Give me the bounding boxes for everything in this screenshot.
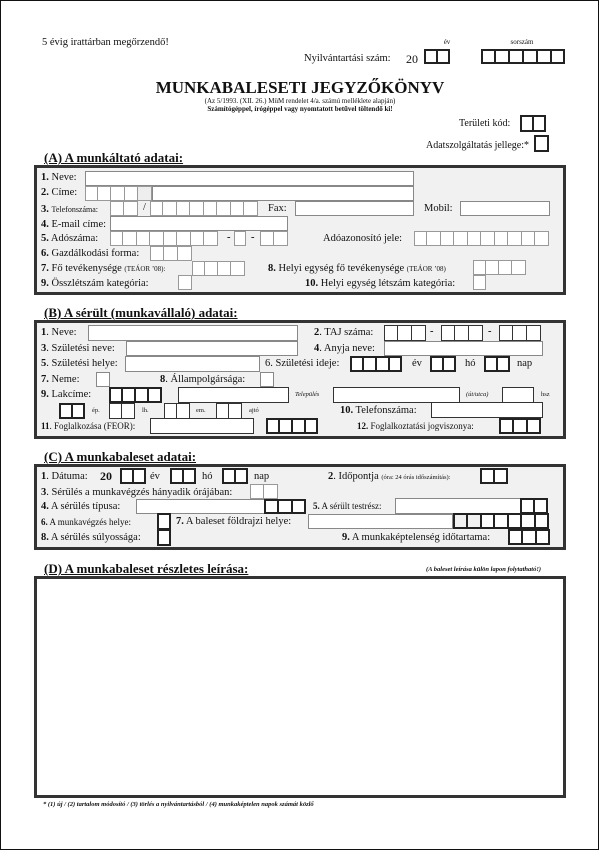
area-code-label: Területi kód: xyxy=(459,118,511,129)
injured-employment-boxes[interactable] xyxy=(499,418,541,434)
section-d-note: (A baleset leírása külön lapon folytatható!) xyxy=(426,566,542,573)
b-day-label: nap xyxy=(517,358,533,369)
c-location-label: A baleset földrajzi helye: xyxy=(183,516,292,527)
a-neve-label: Neve: xyxy=(51,172,77,183)
b-name-label: . Neve: xyxy=(46,327,77,338)
section-c-title: (C) A munkabaleset adatai: xyxy=(44,449,197,464)
employer-taxid-boxes[interactable] xyxy=(414,231,549,246)
injured-floor-boxes[interactable] xyxy=(164,403,190,419)
c-bodypart-label: A sérült testrész: xyxy=(319,501,382,511)
a-headcount-label: Összlétszám kategória: xyxy=(51,278,149,289)
b-mothername-label: . Anyja neve: xyxy=(319,343,375,354)
b-f3-num: 3 xyxy=(41,343,47,354)
c-day-label: nap xyxy=(254,471,270,482)
b-taj-dash-2: - xyxy=(488,326,492,337)
injured-zip-boxes[interactable] xyxy=(109,387,162,403)
injured-phone-input[interactable] xyxy=(431,402,543,418)
registry-year-boxes[interactable] xyxy=(424,49,450,64)
accident-location-input[interactable] xyxy=(308,514,453,529)
employer-taxnum-vat-box[interactable] xyxy=(234,231,246,246)
serial-label: sorszám xyxy=(510,38,534,46)
employer-address-input[interactable] xyxy=(152,186,414,201)
b-taj-dash-1: - xyxy=(430,326,434,337)
a-f6-num: 6. xyxy=(41,248,49,259)
a-cime-label: Címe: xyxy=(51,187,78,198)
c-f7-num: 7. xyxy=(176,516,184,527)
b-staircase-label: lh. xyxy=(142,407,149,414)
injured-birthplace-input[interactable] xyxy=(125,356,260,372)
accident-day-boxes[interactable] xyxy=(222,468,248,484)
b-f2-num: 2 xyxy=(314,327,320,338)
a-f8-num: 8. xyxy=(268,263,276,274)
a-taxnum-label: Adószáma: xyxy=(50,233,99,244)
workplace-box[interactable] xyxy=(157,513,171,530)
a-local-headcount-label: Helyi egység létszám kategória: xyxy=(320,278,456,289)
accident-month-boxes[interactable] xyxy=(170,468,196,484)
injured-building-boxes[interactable] xyxy=(59,403,85,419)
form-subtitle: (Az 5/1993. (XII. 26.) MüM rendelet 4/a. számú melléklete alapján) xyxy=(204,97,396,105)
b-f7-num: 7. xyxy=(41,374,49,385)
employer-phone-boxes[interactable] xyxy=(150,201,258,216)
accident-hour-boxes[interactable] xyxy=(480,468,508,484)
injured-gender-box[interactable] xyxy=(96,372,110,387)
employer-taxnum-boxes[interactable] xyxy=(110,231,218,246)
b-birthdate-label: 6. Születési ideje: xyxy=(265,358,340,369)
data-type-label: Adatszolgáltatás jellege:* xyxy=(426,140,530,151)
registry-serial-boxes[interactable] xyxy=(481,49,565,64)
a-dash-1: - xyxy=(227,232,231,243)
retention-note: 5 évig irattárban megőrzendő! xyxy=(42,37,169,48)
employer-zip-boxes[interactable] xyxy=(85,186,152,201)
b-f4-num: 4 xyxy=(314,343,320,354)
c-month-label: hó xyxy=(202,471,213,482)
employer-activity-boxes[interactable] xyxy=(192,261,245,276)
injured-street-input[interactable] xyxy=(333,387,460,403)
a-org-form-label: Gazdálkodási forma: xyxy=(51,248,140,259)
c-time-label: . Időpontja xyxy=(333,471,379,482)
a-email-label: E-mail címe: xyxy=(51,219,107,230)
injured-birthname-input[interactable] xyxy=(126,341,298,356)
b-settlement-label: Település xyxy=(295,391,320,398)
c-date-label: . Dátuma: xyxy=(46,471,88,482)
registry-label: Nyilvántartási szám: xyxy=(304,53,391,64)
c-f6-num: 6. xyxy=(41,517,48,527)
a-f7-num: 7. xyxy=(41,263,49,274)
accident-workhour-boxes[interactable] xyxy=(250,484,278,499)
injured-taj-boxes-3[interactable] xyxy=(499,325,541,341)
b-address-label: Lakcíme: xyxy=(48,389,92,400)
b-building-label: ép. xyxy=(92,407,100,414)
c-severity-label: A sérülés súlyossága: xyxy=(48,532,141,543)
c-f5-num: 5. xyxy=(313,501,320,511)
c-f1-num: 1 xyxy=(41,471,47,482)
c-year-label: év xyxy=(150,471,160,482)
a-activity-label: Fő tevékenysége xyxy=(51,263,122,274)
injured-mothername-input[interactable] xyxy=(384,341,543,356)
b-year-label: év xyxy=(412,358,422,369)
b-phone-label: Telefonszáma: xyxy=(353,405,417,416)
a-phone-label: Telefonszáma: xyxy=(51,205,99,214)
c-f3-num: 3 xyxy=(41,487,47,498)
injured-staircase-boxes[interactable] xyxy=(109,403,135,419)
form-instruction: Számítógéppel, írógéppel vagy nyomtatott betűvel töltendő ki! xyxy=(207,105,393,113)
b-f12-num: 12. xyxy=(357,421,369,431)
injured-feor-boxes[interactable] xyxy=(266,418,318,434)
b-f5-num: 5 xyxy=(41,358,47,369)
injured-door-boxes[interactable] xyxy=(216,403,242,419)
b-birthname-label: . Születési neve: xyxy=(46,343,115,354)
local-unit-headcount-box[interactable] xyxy=(473,275,486,290)
injured-name-input[interactable] xyxy=(88,325,298,341)
b-employment-label: Foglalkoztatási jogviszonya: xyxy=(368,421,474,431)
b-gender-label: Neme: xyxy=(48,374,80,385)
injury-severity-box[interactable] xyxy=(157,529,171,546)
injured-citizenship-box[interactable] xyxy=(260,372,274,387)
injured-birth-day-boxes[interactable] xyxy=(484,356,510,372)
a-local-activity-label: Helyi egység fő tevékenysége xyxy=(278,263,405,274)
a-fax-label: Fax: xyxy=(268,203,287,214)
c-workhour-label: . Sérülés a munkavégzés hányadik órájában: xyxy=(46,487,233,498)
section-d-title: (D) A munkabaleset részletes leírása: xyxy=(44,561,249,576)
local-unit-activity-boxes[interactable] xyxy=(473,260,526,275)
a-local-activity-small: (TEÁOR ’08) xyxy=(406,265,446,273)
a-f5-num: 5. xyxy=(41,233,49,244)
section-b-title: (B) A sérült (munkavállaló) adatai: xyxy=(44,305,238,320)
employer-headcount-box[interactable] xyxy=(178,275,192,290)
injured-bodypart-boxes[interactable] xyxy=(520,498,548,514)
a-dash-2: - xyxy=(251,232,255,243)
accident-location-boxes[interactable] xyxy=(453,513,549,529)
a-f9-num: 9. xyxy=(41,278,49,289)
b-taj-label: . TAJ száma: xyxy=(319,327,374,338)
footnote: * (1) új / (2) tartalom módosító / (3) törlés a nyilvántartásból / (4) munkaképtelen napok számát közlő xyxy=(43,801,314,808)
year-label: év xyxy=(443,38,451,46)
injury-type-boxes[interactable] xyxy=(264,499,306,514)
injured-birth-year-boxes[interactable] xyxy=(350,356,402,372)
b-occupation-label: . Foglalkozása (FEOR): xyxy=(49,421,136,431)
employer-phone-area-boxes[interactable] xyxy=(110,201,138,216)
employer-mobile-input[interactable] xyxy=(460,201,550,216)
employer-email-input[interactable] xyxy=(110,216,288,231)
registry-prefix: 20 xyxy=(406,52,418,66)
c-incapacity-label: A munkaképtelenség időtartama: xyxy=(349,532,491,543)
b-month-label: hó xyxy=(465,358,476,369)
c-year-prefix: 20 xyxy=(100,469,112,483)
b-f9-num: 9. xyxy=(41,389,49,400)
b-door-label: ajtó xyxy=(249,407,259,414)
a-activity-small: (TEÁOR ’08): xyxy=(124,265,166,273)
injured-taj-boxes-1[interactable] xyxy=(384,325,426,341)
accident-year-boxes[interactable] xyxy=(120,468,146,484)
employer-fax-input[interactable] xyxy=(295,201,414,216)
c-f4-num: 4. xyxy=(41,501,49,512)
employer-name-input[interactable] xyxy=(85,171,414,186)
area-code-boxes[interactable] xyxy=(520,115,546,132)
b-citizenship-label: . Állampolgársága: xyxy=(165,374,246,385)
data-type-box[interactable] xyxy=(534,135,549,152)
b-f10-num: 10. xyxy=(340,405,354,416)
injured-housenum-input[interactable] xyxy=(502,387,534,403)
a-f1-num: 1. xyxy=(41,172,49,183)
c-f8-num: 8. xyxy=(41,532,49,543)
c-time-small: (óra: 24 órás időszámítás): xyxy=(381,474,451,481)
b-birthplace-label: . Születési helye: xyxy=(46,358,118,369)
a-slash: / xyxy=(143,202,146,213)
c-workplace-label: A munkavégzés helye: xyxy=(47,517,131,527)
injured-occupation-input[interactable] xyxy=(150,418,254,434)
b-f11-num: 11 xyxy=(41,421,50,431)
a-taxid-label: Adóazonosító jele: xyxy=(323,233,403,244)
b-street-label: (út/utca) xyxy=(466,391,489,398)
a-f3-num: 3. xyxy=(41,204,49,215)
b-f1-num: 1 xyxy=(41,327,47,338)
injured-birth-month-boxes[interactable] xyxy=(430,356,456,372)
injured-settlement-input[interactable] xyxy=(178,387,289,403)
b-floor-label: em. xyxy=(196,407,206,414)
injured-taj-boxes-2[interactable] xyxy=(441,325,483,341)
a-f10-num: 10. xyxy=(305,278,319,289)
a-mobil-label: Mobil: xyxy=(424,203,453,214)
b-housenum-label: hsz xyxy=(541,391,550,398)
employer-taxnum-county-boxes[interactable] xyxy=(260,231,288,246)
incapacity-duration-boxes[interactable] xyxy=(508,529,550,545)
accident-description-textarea[interactable] xyxy=(34,576,566,798)
section-a-title: (A) A munkáltató adatai: xyxy=(44,150,184,165)
a-f4-num: 4. xyxy=(41,219,49,230)
form-title: MUNKABALESETI JEGYZŐKÖNYV xyxy=(155,78,445,97)
a-f2-num: 2. xyxy=(41,187,49,198)
c-injury-type-label: A sérülés típusa: xyxy=(48,501,121,512)
injury-type-input[interactable] xyxy=(136,499,266,514)
injured-bodypart-input[interactable] xyxy=(395,498,521,514)
employer-org-form-boxes[interactable] xyxy=(150,246,192,261)
c-f9-num: 9. xyxy=(342,532,350,543)
b-f8-num: 8 xyxy=(160,374,166,385)
c-f2-num: 2 xyxy=(328,471,334,482)
